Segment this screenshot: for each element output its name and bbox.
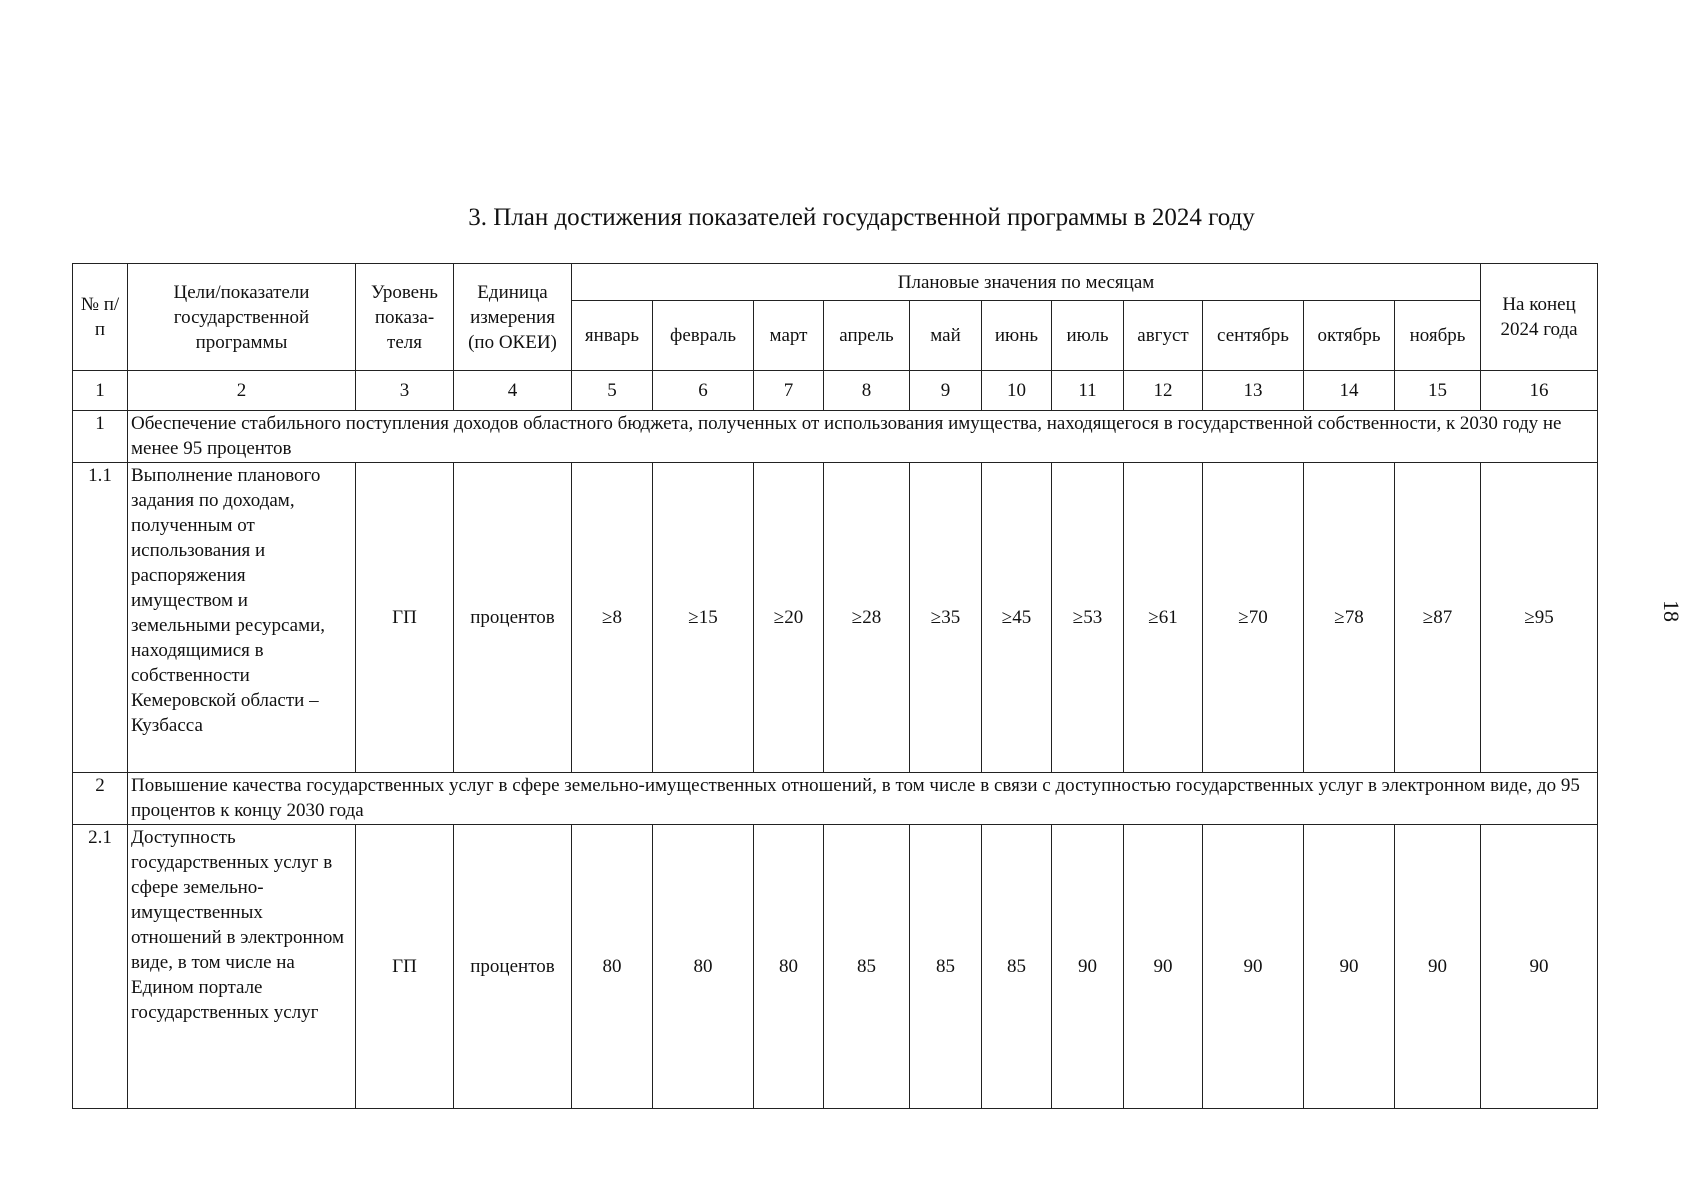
indicator-num: 2.1 [73,825,128,1109]
column-number: 15 [1395,371,1481,411]
month-value: ≥8 [572,463,653,773]
month-value: 80 [754,825,824,1109]
indicator-unit: процентов [454,463,572,773]
indicator-name: Доступность государственных услуг в сфере земельно-имущественных отношений в электронном виде, в том числе на Едином портале государственных услуг [128,825,356,1109]
header-month: август [1124,301,1203,371]
header-unit: Единица измерения (по ОКЕИ) [454,264,572,371]
month-value: ≥78 [1304,463,1395,773]
month-value: 85 [824,825,910,1109]
month-value: 90 [1124,825,1203,1109]
column-number: 14 [1304,371,1395,411]
month-value: ≥35 [910,463,982,773]
indicator-level: ГП [356,463,454,773]
month-value: ≥61 [1124,463,1203,773]
month-value: ≥53 [1052,463,1124,773]
header-month: июнь [982,301,1052,371]
header-month: ноябрь [1395,301,1481,371]
month-value: 90 [1304,825,1395,1109]
indicator-row [73,463,1598,773]
indicator-row [73,825,1598,1109]
month-value: ≥87 [1395,463,1481,773]
month-value: 90 [1395,825,1481,1109]
section-row [73,773,1598,825]
indicator-num: 1.1 [73,463,128,773]
header-month: январь [572,301,653,371]
column-number: 5 [572,371,653,411]
header-month: сентябрь [1203,301,1304,371]
month-value: 85 [982,825,1052,1109]
month-value: 85 [910,825,982,1109]
header-month: апрель [824,301,910,371]
column-number: 13 [1203,371,1304,411]
column-number: 10 [982,371,1052,411]
section-num: 1 [73,411,128,463]
column-number: 8 [824,371,910,411]
header-month: февраль [653,301,754,371]
indicator-plan-table [72,263,1598,1109]
indicator-level: ГП [356,825,454,1109]
column-number: 3 [356,371,454,411]
header-months-group: Плановые значения по месяцам [572,264,1481,301]
section-goal-text: Обеспечение стабильного поступления доходов областного бюджета, полученных от использования имущества, находящегося в государственной собственности, к 2030 году не менее 95 процентов [128,411,1598,463]
section-num: 2 [73,773,128,825]
column-number: 9 [910,371,982,411]
header-month: май [910,301,982,371]
year-end-value: 90 [1481,825,1598,1109]
indicator-name: Выполнение планового задания по доходам, полученным от использования и распоряжения имуществом и земельными ресурсами, находящимися в собственности Кемеровской области – Кузбасса [128,463,356,773]
month-value: ≥28 [824,463,910,773]
section-goal-text: Повышение качества государственных услуг в сфере земельно-имущественных отношений, в том числе в связи с доступностью государственных услуг в электронном виде, до 95 процентов к концу 2030 года [128,773,1598,825]
column-number: 11 [1052,371,1124,411]
month-value: 80 [572,825,653,1109]
header-month: июль [1052,301,1124,371]
header-level: Уровень показа-теля [356,264,454,371]
month-value: 90 [1052,825,1124,1109]
month-value: 90 [1203,825,1304,1109]
column-number: 12 [1124,371,1203,411]
header-goal: Цели/показатели государственной программы [128,264,356,371]
indicator-unit: процентов [454,825,572,1109]
header-month: март [754,301,824,371]
column-number: 6 [653,371,754,411]
header-month: октябрь [1304,301,1395,371]
header-year-end: На конец 2024 года [1481,264,1598,371]
year-end-value: ≥95 [1481,463,1598,773]
section-row [73,411,1598,463]
column-number: 7 [754,371,824,411]
month-value: ≥70 [1203,463,1304,773]
month-value: 80 [653,825,754,1109]
page-number: 18 [1659,600,1684,622]
month-value: ≥15 [653,463,754,773]
column-number: 16 [1481,371,1598,411]
month-value: ≥45 [982,463,1052,773]
document-title: 3. План достижения показателей государственной программы в 2024 году [468,204,1255,231]
column-number: 2 [128,371,356,411]
month-value: ≥20 [754,463,824,773]
column-number: 4 [454,371,572,411]
column-number: 1 [73,371,128,411]
header-num: № п/п [73,264,128,371]
header-row [73,264,1598,301]
column-number-row [73,371,1598,411]
